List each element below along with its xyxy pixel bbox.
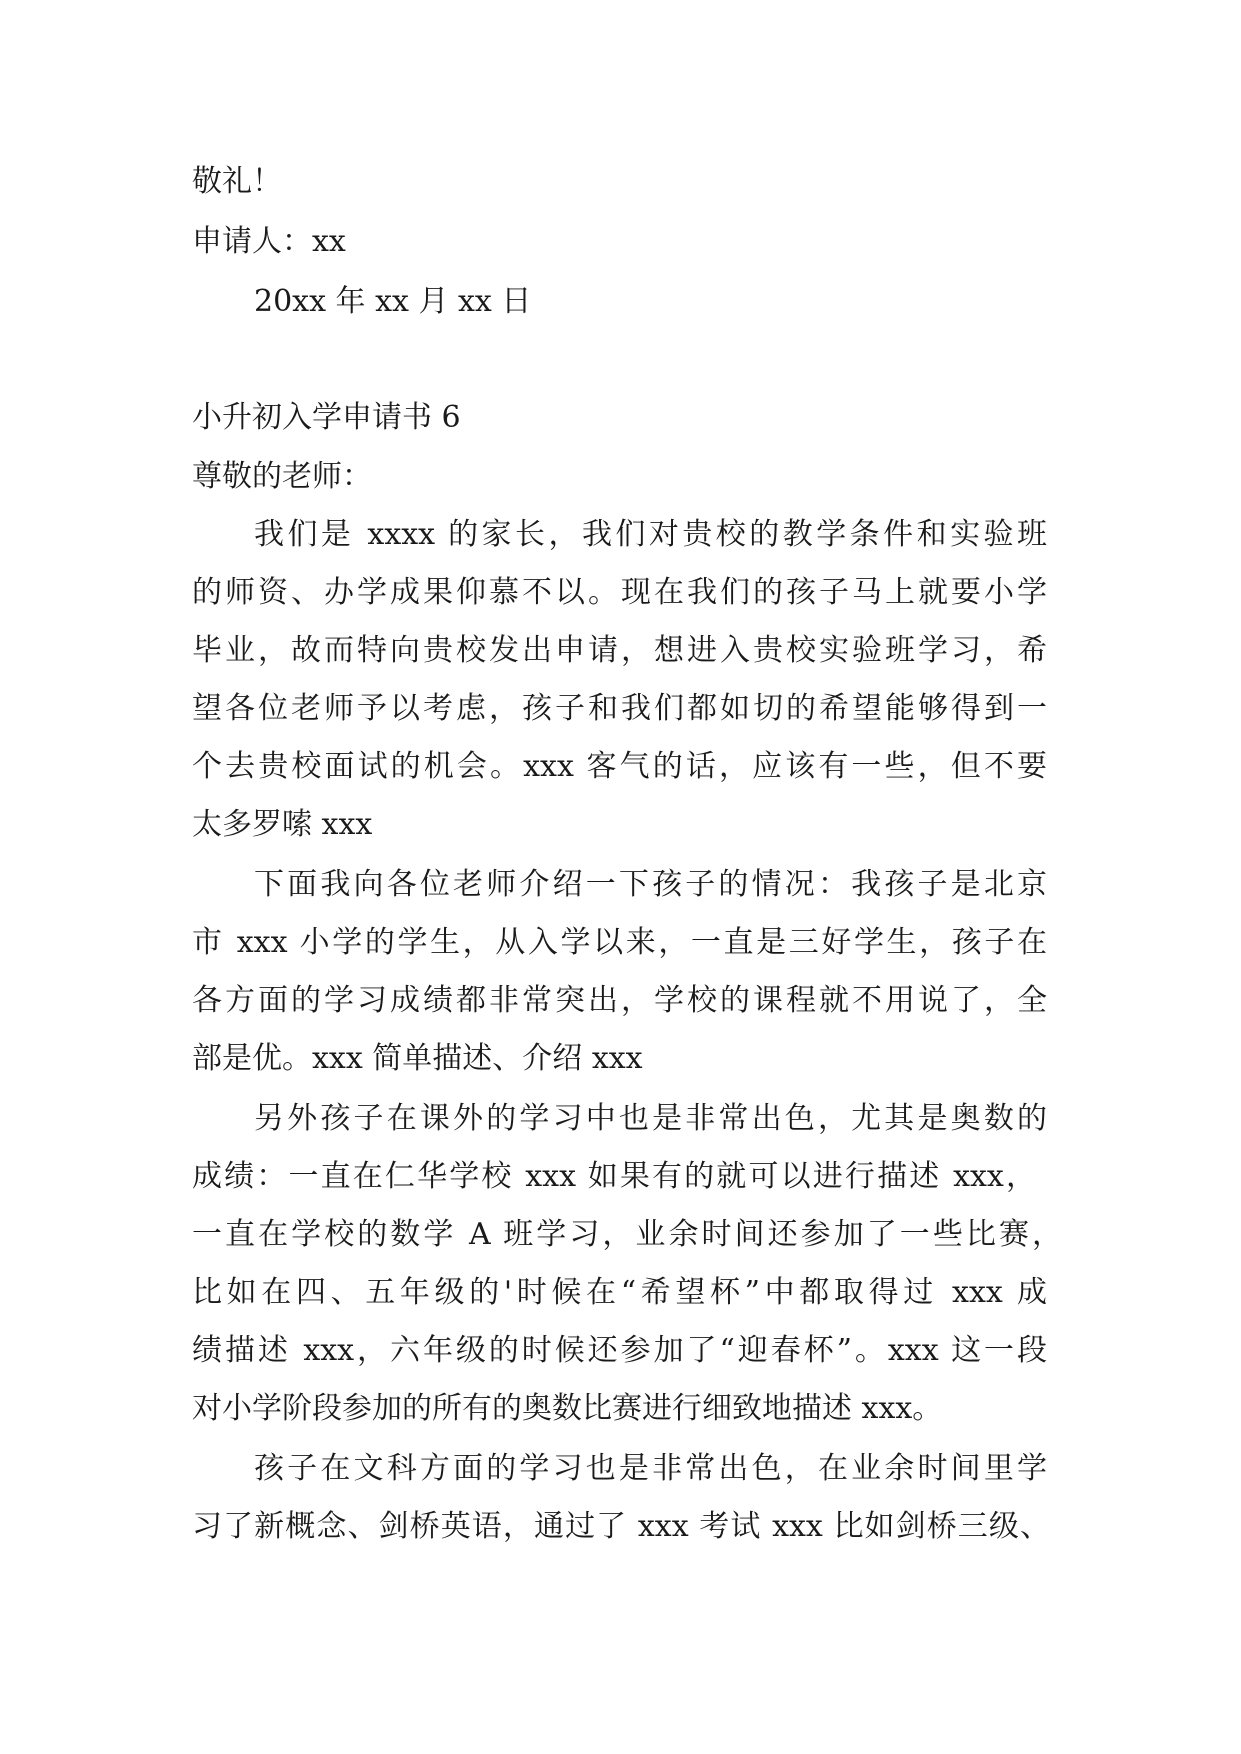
paragraph-1-line-3: 毕业，故而特向贵校发出申请，想进入贵校实验班学习，希 — [192, 633, 1047, 668]
paragraph-1-line-4: 望各位老师予以考虑，孩子和我们都如切的希望能够得到一 — [192, 691, 1047, 726]
paragraph-3-line-6: 对小学阶段参加的所有的奥数比赛进行细致地描述 xxx。 — [192, 1391, 943, 1426]
paragraph-3-line-2: 成绩：一直在仁华学校 xxx 如果有的就可以进行描述 xxx， — [192, 1159, 1036, 1194]
paragraph-1-line-6: 太多罗嗦 xxx — [192, 807, 373, 842]
paragraph-1-line-2: 的师资、办学成果仰慕不以。现在我们的孩子马上就要小学 — [192, 575, 1047, 610]
applicant-line: 申请人：xx — [192, 224, 346, 259]
letter-greeting: 尊敬的老师： — [192, 459, 372, 494]
paragraph-2-line-3: 各方面的学习成绩都非常突出，学校的课程就不用说了，全 — [192, 983, 1047, 1018]
closing-salute: 敬礼！ — [192, 164, 282, 199]
paragraph-3-line-3: 一直在学校的数学 A 班学习，业余时间还参加了一些比赛， — [192, 1217, 1062, 1252]
paragraph-2-line-1: 下面我向各位老师介绍一下孩子的情况：我孩子是北京 — [254, 867, 1047, 902]
paragraph-3-line-1: 另外孩子在课外的学习中也是非常出色，尤其是奥数的 — [254, 1101, 1047, 1136]
paragraph-4-line-1: 孩子在文科方面的学习也是非常出色，在业余时间里学 — [254, 1451, 1047, 1486]
paragraph-2-line-4: 部是优。xxx 简单描述、介绍 xxx — [192, 1041, 643, 1076]
paragraph-1-line-5: 个去贵校面试的机会。xxx 客气的话，应该有一些，但不要 — [192, 749, 1047, 784]
paragraph-3-line-4: 比如在四、五年级的'时候在“希望杯”中都取得过 xxx 成 — [192, 1275, 1047, 1310]
paragraph-1-line-1: 我们是 xxxx 的家长，我们对贵校的教学条件和实验班 — [254, 517, 1047, 552]
letter-title: 小升初入学申请书 6 — [192, 400, 461, 435]
date-line: 20xx 年 xx 月 xx 日 — [254, 284, 532, 319]
paragraph-3-line-5: 绩描述 xxx，六年级的时候还参加了“迎春杯”。xxx 这一段 — [192, 1333, 1047, 1368]
paragraph-2-line-2: 市 xxx 小学的学生，从入学以来，一直是三好学生，孩子在 — [192, 925, 1047, 960]
paragraph-4-line-2: 习了新概念、剑桥英语，通过了 xxx 考试 xxx 比如剑桥三级、 — [192, 1509, 1050, 1544]
